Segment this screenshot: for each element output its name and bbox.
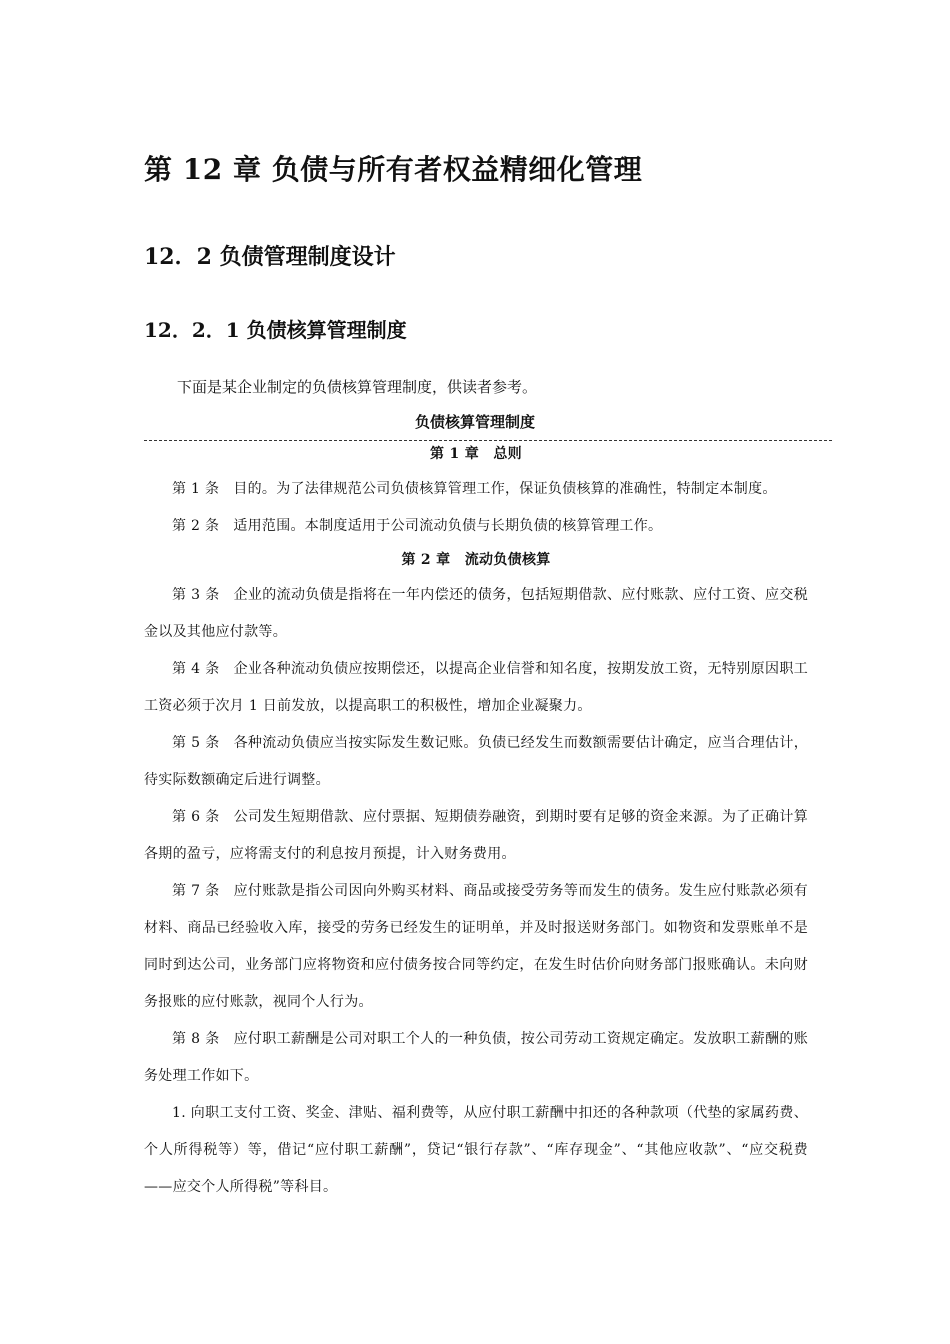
- article-4: [144, 651, 808, 725]
- article-6: [144, 799, 808, 873]
- article-text: 各种流动负债应当按实际发生数记账。负债已经发生而数额需要估计确定，应当合理估计，待实际数额确定后进行调整。: [144, 735, 808, 788]
- chapter-heading: 第 12 章 负债与所有者权益精细化管理: [144, 153, 643, 186]
- article-text: 适用范围。本制度适用于公司流动负债与长期负债的核算管理工作。: [233, 518, 663, 534]
- article-text: 企业的流动负债是指将在一年内偿还的债务，包括短期借款、应付账款、应付工资、应交税金以及其他应付款等。: [144, 587, 808, 640]
- article-1: [144, 471, 808, 508]
- article-2: [144, 508, 808, 545]
- article-number: 第 3 条: [172, 587, 220, 603]
- section-heading: 12．2 负债管理制度设计: [144, 244, 396, 270]
- article-number: 第 4 条: [172, 661, 220, 677]
- article-5: [144, 725, 808, 799]
- article-text: 公司发生短期借款、应付票据、短期债券融资，到期时要有足够的资金来源。为了正确计算各期的盈亏，应将需支付的利息按月预提，计入财务费用。: [144, 809, 808, 862]
- article-number: 第 8 条: [172, 1031, 220, 1047]
- article-7: [144, 873, 808, 1021]
- body-text: [144, 441, 808, 1206]
- article-text: 应付职工薪酬是公司对职工个人的一种负债，按公司劳动工资规定确定。发放职工薪酬的账务处理工作如下。: [144, 1031, 808, 1084]
- subsection-heading: 12．2．1 负债核算管理制度: [144, 318, 407, 342]
- article-text: 目的。为了法律规范公司负债核算管理工作，保证负债核算的准确性，特制定本制度。: [233, 481, 777, 497]
- intro-text: 下面是某企业制定的负债核算管理制度，供读者参考。: [177, 378, 538, 396]
- article-3: [144, 577, 808, 651]
- article-8: [144, 1021, 808, 1095]
- article-number: 第 7 条: [172, 883, 220, 899]
- article-number: 第 5 条: [172, 735, 220, 751]
- article-text: 应付账款是指公司因向外购买材料、商品或接受劳务等而发生的债务。发生应付账款必须有材料、商品已经验收入库，接受的劳务已经发生的证明单，并及时报送财务部门。如物资和发票账单不是同时到达公司，业务部门应将物资和应付债务按合同等约定，在发生时估价向财务部门报账确认。未向财务报账的应付账款，视同个人行为。: [144, 883, 808, 1010]
- article-number: 第 6 条: [172, 809, 220, 825]
- list-item-1: 1. 向职工支付工资、奖金、津贴、福利费等，从应付职工薪酬中扣还的各种款项（代垫的家属药费、个人所得税等）等，借记“应付职工薪酬”，贷记“银行存款”、“库存现金”、“其他应收款”、“应交税费——应交个人所得税”等科目。: [144, 1105, 808, 1195]
- chapter-2-title: 第 2 章 流动负债核算: [401, 552, 551, 568]
- article-number: 第 2 条: [172, 518, 220, 534]
- document-title: 负债核算管理制度: [414, 413, 535, 431]
- article-text: 企业各种流动负债应按期偿还，以提高企业信誉和知名度，按期发放工资，无特别原因职工工资必须于次月 1 日前发放，以提高职工的积极性，增加企业凝聚力。: [144, 661, 808, 714]
- chapter-1-title: 第 1 章 总则: [430, 446, 522, 462]
- article-number: 第 1 条: [172, 481, 220, 497]
